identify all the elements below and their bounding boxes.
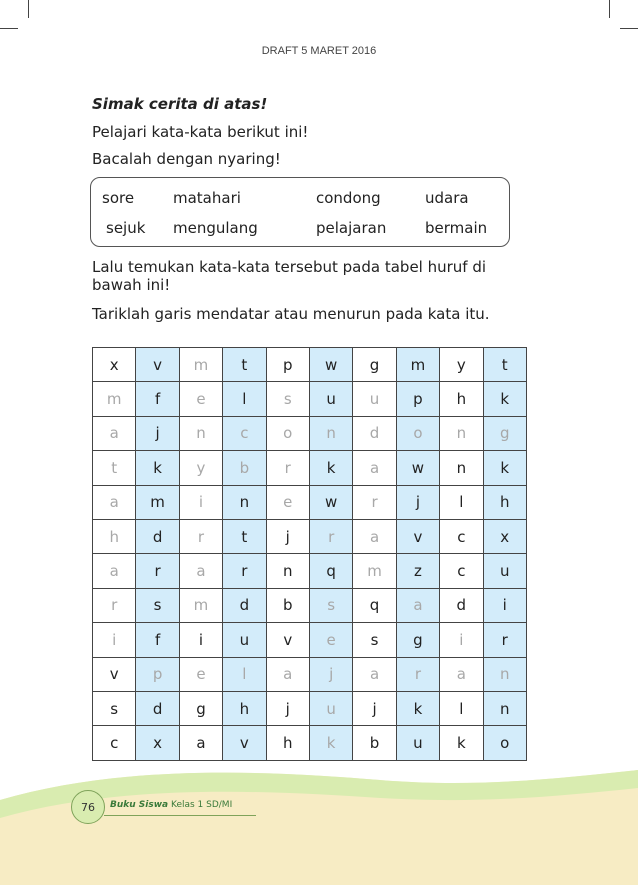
word-item: bermain (425, 219, 488, 237)
grid-cell[interactable]: o (396, 416, 439, 450)
grid-cell[interactable]: k (483, 382, 526, 416)
grid-cell[interactable]: p (266, 348, 309, 382)
grid-cell[interactable]: a (179, 554, 222, 588)
grid-cell[interactable]: c (440, 519, 483, 553)
grid-cell[interactable]: f (136, 382, 179, 416)
grid-cell[interactable]: e (309, 623, 352, 657)
instruction-draw-line: Tariklah garis mendatar atau menurun pada kata itu. (92, 305, 490, 323)
grid-cell[interactable]: h (483, 485, 526, 519)
grid-cell[interactable]: i (93, 623, 136, 657)
grid-cell[interactable]: b (353, 726, 396, 760)
grid-cell[interactable]: c (223, 416, 266, 450)
grid-cell[interactable]: j (266, 691, 309, 725)
grid-cell[interactable]: r (93, 588, 136, 622)
grid-row (93, 554, 527, 588)
grid-cell[interactable]: t (93, 451, 136, 485)
grid-cell[interactable]: j (353, 691, 396, 725)
grid-cell[interactable]: a (93, 554, 136, 588)
grid-cell[interactable]: s (136, 588, 179, 622)
instruction-listen: Simak cerita di atas! (92, 95, 268, 113)
grid-cell[interactable]: a (353, 657, 396, 691)
grid-cell[interactable]: l (440, 691, 483, 725)
grid-cell[interactable]: r (266, 451, 309, 485)
grid-cell[interactable]: t (223, 519, 266, 553)
grid-cell[interactable]: i (179, 485, 222, 519)
grid-cell[interactable]: c (93, 726, 136, 760)
grid-cell[interactable]: d (136, 519, 179, 553)
grid-cell[interactable]: l (223, 382, 266, 416)
grid-cell[interactable]: d (136, 691, 179, 725)
grid-cell[interactable]: w (396, 451, 439, 485)
grid-cell[interactable]: o (483, 726, 526, 760)
grid-cell[interactable]: s (353, 623, 396, 657)
grid-cell[interactable]: v (266, 623, 309, 657)
grid-cell[interactable]: m (136, 485, 179, 519)
grid-cell[interactable]: z (396, 554, 439, 588)
grid-cell[interactable]: u (396, 726, 439, 760)
grid-row (93, 588, 527, 622)
grid-cell[interactable]: u (223, 623, 266, 657)
crop-mark (0, 28, 18, 29)
word-item: sore (102, 189, 135, 207)
word-item: udara (425, 189, 469, 207)
grid-cell[interactable]: m (179, 588, 222, 622)
grid-cell[interactable]: a (353, 451, 396, 485)
grid-cell[interactable]: a (353, 519, 396, 553)
grid-cell[interactable]: v (136, 348, 179, 382)
grid-cell[interactable]: k (309, 726, 352, 760)
grid-cell[interactable]: j (396, 485, 439, 519)
grid-cell[interactable]: m (396, 348, 439, 382)
grid-cell[interactable]: h (266, 726, 309, 760)
grid-cell[interactable]: r (179, 519, 222, 553)
crop-mark (620, 28, 638, 29)
grid-cell[interactable]: r (223, 554, 266, 588)
grid-cell[interactable]: n (309, 416, 352, 450)
grid-cell[interactable]: u (309, 691, 352, 725)
grid-cell[interactable]: a (266, 657, 309, 691)
page-number: 76 (71, 790, 105, 824)
letter-grid (92, 347, 527, 761)
grid-cell[interactable]: e (179, 657, 222, 691)
grid-cell[interactable]: t (483, 348, 526, 382)
grid-cell[interactable]: n (483, 657, 526, 691)
word-item: matahari (173, 189, 241, 207)
grid-cell[interactable]: h (440, 382, 483, 416)
grid-cell[interactable]: d (353, 416, 396, 450)
grid-row (93, 451, 527, 485)
grid-cell[interactable]: n (266, 554, 309, 588)
footer-book-label (110, 800, 232, 810)
grid-cell[interactable]: i (179, 623, 222, 657)
grid-cell[interactable]: j (266, 519, 309, 553)
grid-cell[interactable]: y (179, 451, 222, 485)
grid-cell[interactable]: a (93, 485, 136, 519)
grid-cell[interactable]: p (396, 382, 439, 416)
grid-cell[interactable]: s (266, 382, 309, 416)
grid-cell[interactable]: d (440, 588, 483, 622)
instruction-read: Bacalah dengan nyaring! (92, 150, 281, 168)
grid-cell[interactable]: w (309, 485, 352, 519)
grid-row (93, 691, 527, 725)
grid-cell[interactable]: k (483, 451, 526, 485)
grid-cell[interactable]: m (179, 348, 222, 382)
grid-cell[interactable]: l (223, 657, 266, 691)
grid-cell[interactable]: r (309, 519, 352, 553)
grid-cell[interactable]: r (136, 554, 179, 588)
grid-cell[interactable]: i (483, 588, 526, 622)
grid-cell[interactable]: g (179, 691, 222, 725)
grid-row (93, 416, 527, 450)
grid-cell[interactable]: p (136, 657, 179, 691)
grid-cell[interactable]: g (483, 416, 526, 450)
grid-row (93, 485, 527, 519)
grid-row (93, 623, 527, 657)
grid-cell[interactable]: s (309, 588, 352, 622)
grid-cell[interactable]: x (483, 519, 526, 553)
grid-cell[interactable]: l (440, 485, 483, 519)
draft-label: DRAFT 5 MARET 2016 (261, 45, 377, 57)
grid-cell[interactable]: j (136, 416, 179, 450)
grid-cell[interactable]: q (309, 554, 352, 588)
grid-cell[interactable]: x (136, 726, 179, 760)
grid-row (93, 382, 527, 416)
grid-cell[interactable]: q (353, 588, 396, 622)
word-item: mengulang (173, 219, 258, 237)
instruction-learn: Pelajari kata-kata berikut ini! (92, 123, 309, 141)
word-item: pelajaran (316, 219, 387, 237)
grid-cell[interactable]: b (266, 588, 309, 622)
grid-cell[interactable]: r (483, 623, 526, 657)
grid-cell[interactable]: a (179, 726, 222, 760)
grid-cell[interactable]: e (179, 382, 222, 416)
grid-cell[interactable]: i (440, 623, 483, 657)
grid-cell[interactable]: g (396, 623, 439, 657)
grid-row (93, 519, 527, 553)
grid-cell[interactable]: r (396, 657, 439, 691)
word-item: condong (316, 189, 381, 207)
grid-cell[interactable]: s (93, 691, 136, 725)
grid-cell[interactable]: f (136, 623, 179, 657)
grid-cell[interactable]: k (136, 451, 179, 485)
grid-cell[interactable]: u (353, 382, 396, 416)
grid-cell[interactable]: k (309, 451, 352, 485)
grid-cell[interactable]: a (440, 657, 483, 691)
grid-cell[interactable]: x (93, 348, 136, 382)
grid-cell[interactable]: k (396, 691, 439, 725)
grid-cell[interactable]: u (309, 382, 352, 416)
grid-cell[interactable]: v (93, 657, 136, 691)
grid-cell[interactable]: r (353, 485, 396, 519)
grid-cell[interactable]: m (93, 382, 136, 416)
grid-cell[interactable]: a (93, 416, 136, 450)
grid-row (93, 657, 527, 691)
grid-cell[interactable]: o (266, 416, 309, 450)
footer-line (104, 815, 256, 816)
grid-cell[interactable]: h (223, 691, 266, 725)
grid-cell[interactable]: j (309, 657, 352, 691)
grid-cell[interactable]: t (223, 348, 266, 382)
word-box (90, 177, 510, 247)
grid-cell[interactable]: n (223, 485, 266, 519)
grid-cell[interactable]: n (483, 691, 526, 725)
grid-cell[interactable]: u (483, 554, 526, 588)
grid-cell[interactable]: c (440, 554, 483, 588)
grid-cell[interactable]: b (223, 451, 266, 485)
grid-cell[interactable]: y (440, 348, 483, 382)
grid-cell[interactable]: d (223, 588, 266, 622)
grid-cell[interactable]: h (93, 519, 136, 553)
grid-row (93, 348, 527, 382)
grid-cell[interactable]: k (440, 726, 483, 760)
grid-cell[interactable]: n (179, 416, 222, 450)
grid-cell[interactable]: e (266, 485, 309, 519)
crop-mark (609, 0, 610, 18)
grid-cell[interactable]: m (353, 554, 396, 588)
grid-cell[interactable]: a (396, 588, 439, 622)
word-item: sejuk (106, 219, 146, 237)
footer-wave (0, 760, 638, 885)
crop-mark (28, 0, 29, 18)
grid-cell[interactable]: n (440, 416, 483, 450)
grid-cell[interactable]: w (309, 348, 352, 382)
book-title: Buku Siswa (110, 800, 169, 810)
grid-cell[interactable]: n (440, 451, 483, 485)
grid-cell[interactable]: v (396, 519, 439, 553)
instruction-find: Lalu temukan kata-kata tersebut pada tabel huruf di bawah ini! (92, 258, 487, 294)
book-class: Kelas 1 SD/MI (170, 800, 233, 810)
grid-row (93, 726, 527, 760)
grid-cell[interactable]: v (223, 726, 266, 760)
grid-cell[interactable]: g (353, 348, 396, 382)
